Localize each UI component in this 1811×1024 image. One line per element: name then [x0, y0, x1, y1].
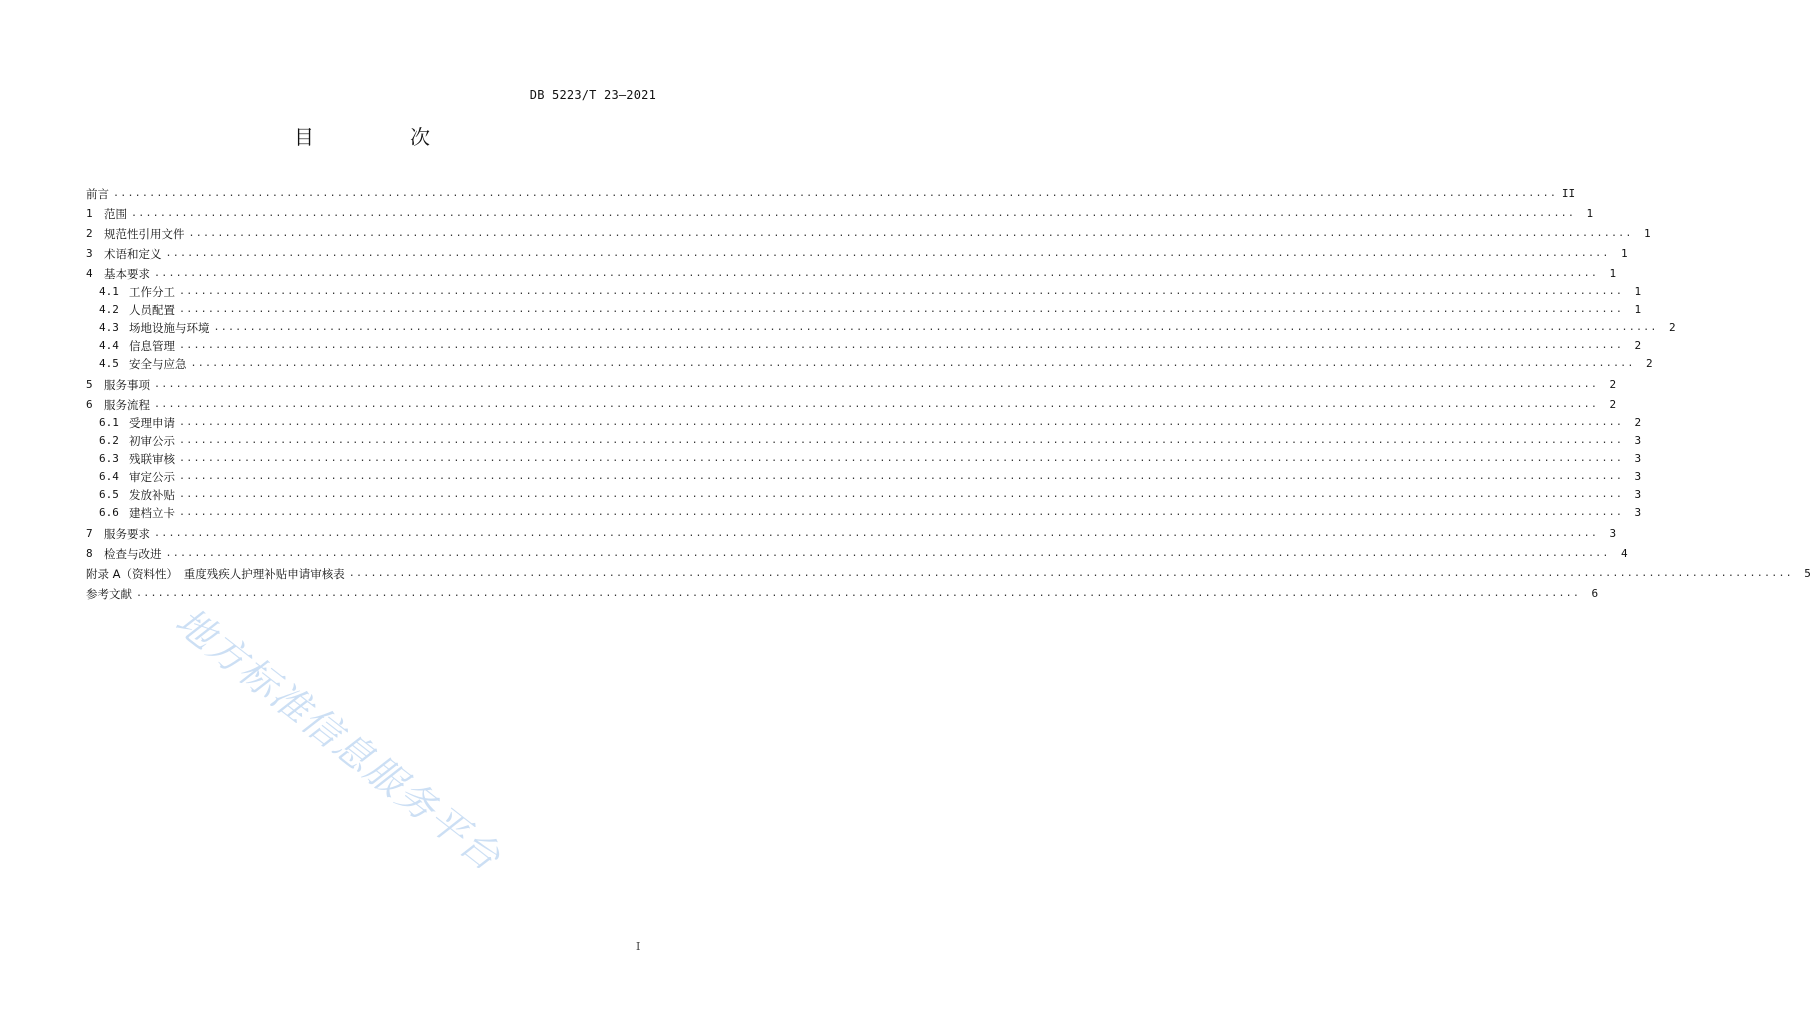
toc-entry-page: 1 [1634, 303, 1642, 316]
toc-entry-label: 审定公示 [129, 470, 175, 484]
toc-entry[interactable] [99, 484, 1642, 502]
toc-leader-dots: ........................................................................................................................................................................................................ [154, 268, 1599, 279]
toc-entry[interactable] [99, 317, 1676, 335]
watermark: 地方标准信息服务平台 [167, 599, 510, 881]
toc-entry-label: 信息管理 [129, 339, 175, 353]
toc-leader-dots: ........................................................................................................................................................................................................ [179, 417, 1624, 428]
toc-entry-label: 工作分工 [129, 285, 175, 299]
toc-entry-number: 6.2 [99, 434, 119, 447]
toc-leader-dots: ........................................................................................................................................................................................................ [179, 435, 1624, 446]
toc-entry-number: 7 [86, 527, 93, 540]
toc-entry-label: 服务事项 [104, 378, 150, 392]
toc-entry[interactable] [86, 523, 1617, 541]
toc-entry-page: II [1561, 187, 1576, 200]
toc-entry[interactable] [86, 263, 1617, 281]
toc-entry-page: 3 [1634, 470, 1642, 483]
toc-entry-label: 安全与应急 [129, 357, 187, 371]
toc-entry-number: 5 [86, 378, 93, 391]
toc-leader-dots: ........................................................................................................................................................................................................ [213, 322, 1658, 333]
toc-entry-number: 6.3 [99, 452, 119, 465]
toc-leader-dots: ........................................................................................................................................................................................................ [179, 340, 1624, 351]
toc-entry-label: 受理申请 [129, 416, 175, 430]
toc-entry[interactable] [86, 374, 1617, 392]
toc-entry-label: 残联审核 [129, 452, 175, 466]
toc-entry[interactable] [99, 281, 1642, 299]
toc-entry-label: 基本要求 [104, 267, 150, 281]
toc-leader-dots: ........................................................................................................................................................................................................ [165, 248, 1610, 259]
toc-entry-label: 建档立卡 [129, 506, 175, 520]
toc-entry-number: 4.4 [99, 339, 119, 352]
toc-entry-number: 2 [86, 227, 93, 240]
toc-entry[interactable] [86, 183, 1576, 201]
toc-entry-label: 术语和定义 [104, 247, 162, 261]
toc-entry-number: 1 [86, 207, 93, 220]
toc-entry-page: 3 [1634, 452, 1642, 465]
toc-leader-dots: ........................................................................................................................................................................................................ [179, 489, 1624, 500]
toc-leader-dots: ........................................................................................................................................................................................................ [179, 453, 1624, 464]
toc-entry-label: 范围 [104, 207, 127, 221]
toc-entry-page: 2 [1668, 321, 1676, 334]
toc-entry-label: 服务要求 [104, 527, 150, 541]
toc-entry-number: 6 [86, 398, 93, 411]
toc-entry-number: 4.1 [99, 285, 119, 298]
toc-leader-dots: ........................................................................................................................................................................................................ [190, 358, 1635, 369]
toc-entry-number: 6.6 [99, 506, 119, 519]
toc-entry-page: 3 [1609, 527, 1617, 540]
toc-entry-number: 3 [86, 247, 93, 260]
toc-entry-page: 2 [1645, 357, 1653, 370]
page-number: I [636, 940, 641, 953]
toc-entry-number: 4.5 [99, 357, 119, 370]
toc-leader-dots: ........................................................................................................................................................................................................ [179, 471, 1624, 482]
toc-entry-label: 检查与改进 [104, 547, 162, 561]
toc-entry-page: 2 [1634, 416, 1642, 429]
toc-entry-label: 初审公示 [129, 434, 175, 448]
toc-entry-page: 6 [1591, 587, 1599, 600]
toc-entry-label: 规范性引用文件 [104, 227, 185, 241]
toc-leader-dots: ........................................................................................................................................................................................................ [154, 528, 1599, 539]
toc-entry-page: 3 [1634, 434, 1642, 447]
toc-entry-number: 4.2 [99, 303, 119, 316]
toc-leader-dots: ........................................................................................................................................................................................................ [154, 399, 1599, 410]
toc-leader-dots: ........................................................................................................................................................................................................ [131, 208, 1576, 219]
toc-entry-page: 1 [1634, 285, 1642, 298]
toc-entry-number: 4.3 [99, 321, 119, 334]
toc-entry-number: 6.1 [99, 416, 119, 429]
toc-entry-number: 6.5 [99, 488, 119, 501]
toc-entry[interactable] [86, 394, 1617, 412]
toc-entry-page: 3 [1634, 506, 1642, 519]
page-title: 目 次 [294, 125, 468, 149]
toc-entry-page: 2 [1609, 398, 1617, 411]
toc-entry-label: 服务流程 [104, 398, 150, 412]
toc-entry-label: 参考文献 [86, 587, 132, 601]
toc-entry[interactable] [86, 583, 1599, 601]
toc-entry[interactable] [99, 466, 1642, 484]
toc-entry-label: 场地设施与环境 [129, 321, 210, 335]
toc-entry-page: 4 [1620, 547, 1628, 560]
toc-leader-dots: ........................................................................................................................................................................................................ [165, 548, 1610, 559]
toc-entry-label: 人员配置 [129, 303, 175, 317]
toc-entry[interactable] [99, 335, 1642, 353]
toc-entry[interactable] [86, 243, 1628, 261]
toc-leader-dots: ........................................................................................................................................................................................................ [179, 286, 1624, 297]
toc-entry-page: 5 [1804, 567, 1811, 580]
toc-entry-page: 3 [1634, 488, 1642, 501]
toc-entry[interactable] [99, 353, 1653, 371]
toc-entry-page: 1 [1609, 267, 1617, 280]
toc-leader-dots: ........................................................................................................................................................................................................ [179, 507, 1624, 518]
toc-leader-dots: ........................................................................................................................................................................................................ [348, 568, 1793, 579]
toc-leader-dots: ........................................................................................................................................................................................................ [188, 228, 1633, 239]
toc-entry-page: 2 [1634, 339, 1642, 352]
toc-entry-page: 1 [1643, 227, 1651, 240]
toc-entry[interactable] [99, 299, 1642, 317]
toc-entry-page: 1 [1620, 247, 1628, 260]
toc-leader-dots: ........................................................................................................................................................................................................ [136, 588, 1581, 599]
toc-entry[interactable] [99, 448, 1642, 466]
toc-entry[interactable] [99, 430, 1642, 448]
toc-entry-page: 1 [1586, 207, 1594, 220]
toc-entry-label: 发放补贴 [129, 488, 175, 502]
toc-entry-page: 2 [1609, 378, 1617, 391]
toc-entry-number: 4 [86, 267, 93, 280]
toc-entry[interactable] [99, 502, 1642, 520]
toc-leader-dots: ........................................................................................................................................................................................................ [113, 188, 1558, 199]
toc-leader-dots: ........................................................................................................................................................................................................ [179, 304, 1624, 315]
toc-entry[interactable] [99, 412, 1642, 430]
toc-entry-number: 6.4 [99, 470, 119, 483]
toc-entry-label: 附录 A（资料性） 重度残疾人护理补贴申请审核表 [86, 567, 345, 581]
toc-entry[interactable] [86, 563, 1811, 581]
toc-leader-dots: ........................................................................................................................................................................................................ [154, 379, 1599, 390]
document-code: DB 5223/T 23—2021 [529, 88, 656, 102]
toc-entry-label: 前言 [86, 187, 109, 201]
toc-entry[interactable] [86, 223, 1651, 241]
toc-entry-number: 8 [86, 547, 93, 560]
toc-entry[interactable] [86, 543, 1628, 561]
toc-entry[interactable] [86, 203, 1594, 221]
